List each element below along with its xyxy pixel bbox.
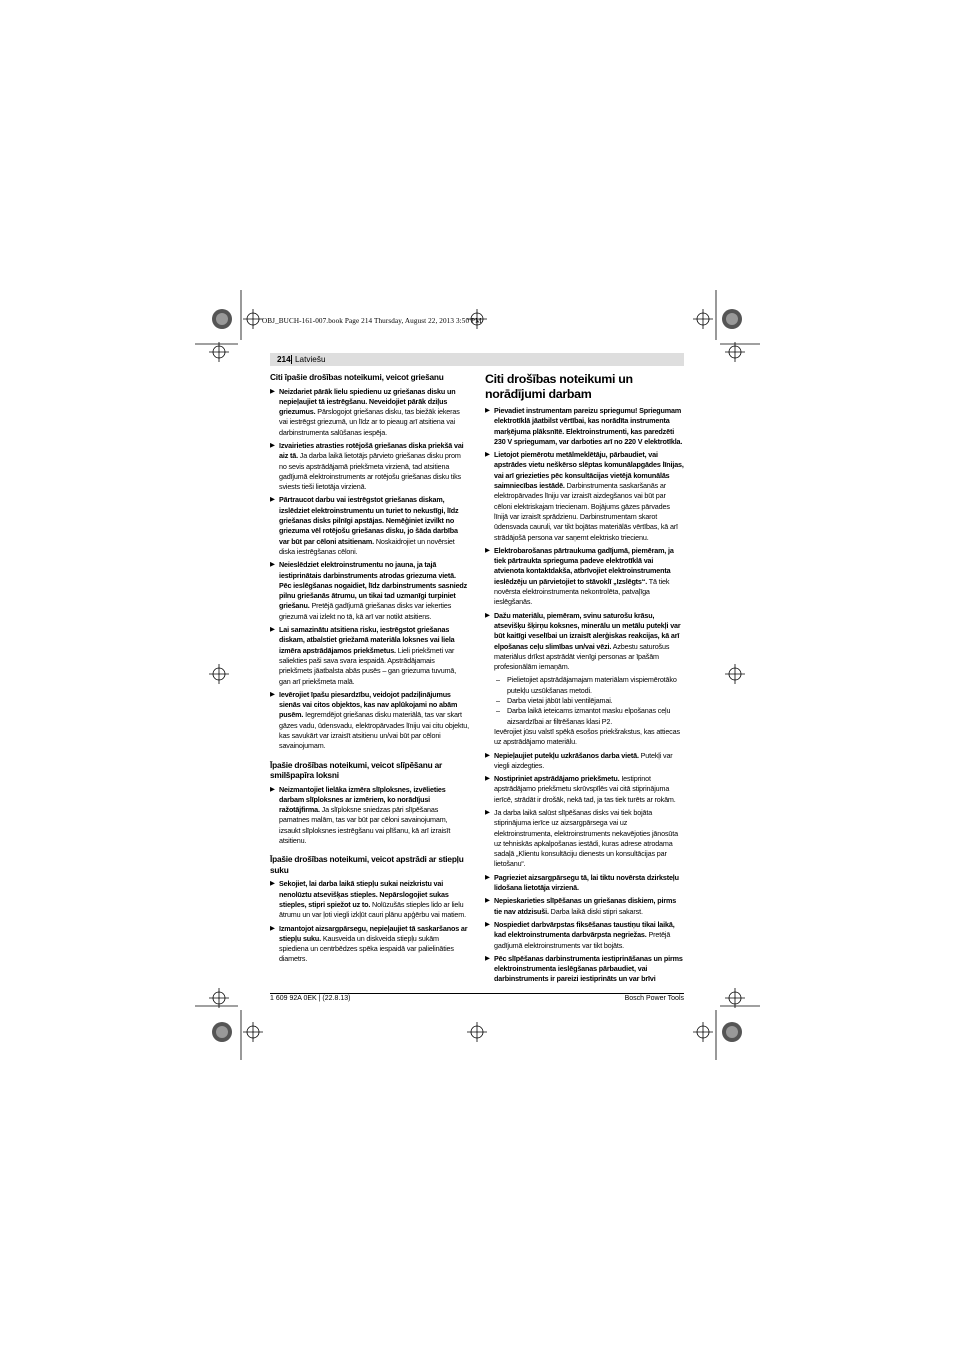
- section-title: Citi drošības noteikumi un norādījumi darbam: [485, 372, 633, 401]
- bullet-triangle-icon: ▶: [485, 808, 490, 816]
- bullet-bold-text: Izmantojot aizsargpārsegu, nepieļaujiet tā saskaršanos ar stiepļu suku.: [279, 923, 468, 943]
- bullet-text: Nolūzušās stieples lido ar lielu ātrumu un var ļoti viegli izkļūt cauri plānu apģērbu vai matiem.: [279, 899, 466, 920]
- bullet-item: [270, 690, 469, 752]
- bullet-bold-text: Dažu materiālu, piemēram, svinu saturošu krāsu, atsevišķu šķirņu koksnes, minerālu un metālu putekļi var būt kaitīgi veselībai un izraisīt alerģiskas reakcijas, kā arī elpošanas ceļu slimības un/vai vēzi.: [494, 610, 681, 651]
- bullet-item: [485, 808, 684, 870]
- dash-marker-icon: –: [496, 696, 500, 706]
- bullet-text: Ja darba laikā salūst slīpēšanas disks vai tiek bojāta stiprinājuma ierīce uz aizsargpārsega vai uz elektroinstrumenta, elektroinstruments nekavējoties jānosūta uz tehniskās apkalpošanas iestādi, kuras adrese atrodama sadaļā „Klientu konsultāciju dienests un konsultācijas par lietošanu“.: [494, 807, 678, 869]
- bullet-triangle-icon: ▶: [270, 880, 275, 888]
- bullet-item: [270, 387, 469, 438]
- bullet-item: [270, 495, 469, 557]
- dash-marker-icon: –: [496, 706, 500, 716]
- footer-doc-code: 1 609 92A 0EK | (22.8.13): [270, 995, 351, 1002]
- bullet-item: [485, 450, 684, 543]
- bullet-triangle-icon: ▶: [485, 611, 490, 619]
- bullet-bold-text: Izvairieties atrasties rotējošā griešanas diska priekšā vai aiz tā.: [279, 440, 464, 461]
- bullet-triangle-icon: ▶: [270, 924, 275, 932]
- section-heading: Citi īpašie drošības noteikumi, veicot griešanu: [270, 372, 444, 382]
- bullet-item: [270, 560, 469, 622]
- bullet-bold-text: Pārtraucot darbu vai iestrēgstot griešanas diskam, izslēdziet elektroinstrumentu un turiet to nekustīgi, līdz griešanas disks pilnīgi apstājas. Nemēģiniet izvilkt no griezuma vēl rotējošu griešanas disku, jo šāda darbība var būt par cēloni atsitienam.: [279, 495, 459, 546]
- bullet-item: [270, 924, 469, 965]
- bullet-text: Pretējā gadījumā griešanas disks var iekerties griezumā vai izlekt no tā, kā arī var notikt atsitiens.: [279, 601, 452, 621]
- bullet-bold-text: Sekojiet, lai darba laikā stiepļu sukai neizkristu vai nenolūztu atsevišķas stieples. Nepārslogojiet sukas stieples, stipri spiežot uz to.: [279, 879, 449, 909]
- bullet-triangle-icon: ▶: [485, 546, 490, 554]
- section-heading: Īpašie drošības noteikumi, veicot apstrādi ar stiepļu suku: [270, 854, 464, 875]
- bullet-item: [485, 920, 684, 951]
- bullet-triangle-icon: ▶: [270, 785, 275, 793]
- header-bar: [270, 353, 684, 366]
- dash-item: [485, 696, 684, 706]
- bullet-text: Putekļi var viegli aizdegties.: [494, 750, 673, 770]
- bullet-item: [485, 774, 684, 805]
- bullet-triangle-icon: ▶: [485, 897, 490, 905]
- bullet-triangle-icon: ▶: [270, 626, 275, 634]
- bullet-item: [485, 954, 684, 985]
- footer-rule: [270, 993, 684, 994]
- dash-text: Darba vietai jābūt labi ventilējamai.: [507, 696, 613, 706]
- bullet-item: [270, 625, 469, 687]
- bullet-text: Lieli priekšmeti var saliekties paši sava svara iespaidā. Apstrādājamais priekšmets jāatbalsta abās pusēs – gan griezuma tuvumā, gan arī priekšmeta malā.: [279, 645, 457, 686]
- page-number: 214: [277, 355, 291, 364]
- bullet-text: Ja slīploksne sniedzas pāri slīpēšanas pamatnes malām, tas var būt par cēloni savainojumam, izsaukt slīploksnes iestrēgšanu vai plīšanu, kā arī izraisīt atsitienu.: [279, 805, 451, 846]
- bullet-text: Ja darba laikā lietotājs pārvieto griešanas disku prom no sevis apstrādājamā priekšmeta virzienā, tad atsitiena gadījumā elektroinstruments ar rotējošu griešanas disku tiks sviests tieši lietotāja virzienā.: [279, 451, 461, 492]
- book-info-line: OBJ_BUCH-161-007.book Page 214 Thursday, August 22, 2013 3:50 PM: [262, 317, 482, 325]
- bullet-text: Azbestu saturošus materiālus drīkst apstrādāt vienīgi personas ar īpašām profesionālām iemaņām.: [494, 641, 670, 672]
- section-heading: Īpašie drošības noteikumi, veicot slīpēšanu ar smilšpapīra loksni: [270, 759, 443, 781]
- bullet-bold-text: Pēc slīpēšanas darbinstrumenta iestiprināšanas un pirms elektroinstrumenta ieslēgšanas pārbaudiet, vai darbinstruments ir pareizi iestiprināts un var brīvi: [494, 953, 683, 984]
- bullet-item: [270, 879, 469, 920]
- bullet-triangle-icon: ▶: [485, 775, 490, 783]
- bullet-item: [270, 441, 469, 492]
- bullet-triangle-icon: ▶: [485, 920, 490, 928]
- bullet-text: Darba laikā diski stipri sakarst.: [548, 906, 643, 916]
- bullet-triangle-icon: ▶: [270, 690, 275, 698]
- bullet-bold-text: Pagrieziet aizsargpārsegu tā, lai tiktu novērsta dzirksteļu lidošana lietotāja virzienā.: [494, 872, 679, 893]
- bullet-bold-text: Ievērojiet īpašu piesardzību, veidojot padziļinājumus sienās vai citos objektos, kas nav aplūkojami no abām pusēm.: [279, 689, 458, 720]
- paragraph: Ievērojiet jūsu valstī spēkā esošos priekšrakstus, kas attiecas uz apstrādājamo materiālu.: [494, 726, 680, 747]
- bullet-bold-text: Pievadiet instrumentam pareizu spriegumu! Spriegumam elektrotīklā jāatbilst vērtībai, kas norādīta instrumenta marķējuma plāksnītē. Elektroinstrumenti, kas paredzēti 230 V spriegumam, var darboties arī no 220 V elektrotīkla.: [494, 406, 683, 446]
- bullet-item: [485, 406, 684, 447]
- bullet-triangle-icon: ▶: [270, 561, 275, 569]
- bullet-item: [270, 785, 469, 847]
- bullet-text: Darbinstrumenta saskaršanās ar elektropārvades līniju var izraisīt aizdegšanos vai būt par cēloni elektriskajam triecienam. Bojājums gāzes pārvades līnijā var izraisīt sprādzienu. Darbinstrumentam skarot ūdensvada cauruli, var tikt bojātas materiālās vērtības, kā arī strādājošā persona var saņemt elektrisko triecienu.: [494, 481, 678, 542]
- bullet-triangle-icon: ▶: [485, 873, 490, 881]
- bullet-text: Tā tiek novērsta elektroinstrumenta nekontrolēta, patvaļīga ieslēgšanās.: [494, 576, 670, 607]
- bullet-bold-text: Nostipriniet apstrādājamo priekšmetu.: [494, 774, 620, 784]
- bullet-bold-text: Nepieskarieties slīpēšanas un griešanas diskiem, pirms tie nav atdzisuši.: [494, 896, 677, 916]
- bullet-bold-text: Neizmantojiet lielāka izmēra slīploksnes, izvēlieties darbam slīploksnes ar izmēriem, ko norādījusi ražotājfirma.: [279, 784, 446, 815]
- dash-item: [485, 706, 684, 727]
- bullet-triangle-icon: ▶: [485, 751, 490, 759]
- bullet-item: [485, 751, 684, 772]
- bullet-text: Pretējā gadījumā elektroinstruments var tikt bojāts.: [494, 930, 671, 950]
- bullet-text: Kausveida un diskveida stiepļu sukām spiediena un centrbēdzes spēka iespaidā var palielināties diametrs.: [279, 933, 454, 964]
- bullet-bold-text: Nospiediet darbvārpstas fiksēšanas taustiņu tikai laikā, kad elektroinstrumenta darbvārpsta negriežas.: [494, 919, 675, 940]
- dash-item: [485, 675, 684, 696]
- bullet-text: Iestiprinot apstrādājamo priekšmetu skrūvspīlēs vai citā stiprinājuma ierīcē, strādāt ir drošāk, nekā tad, ja tas tiek turēts ar rokām.: [494, 774, 676, 804]
- bullet-text: Noskaidrojiet un novērsiet diska iestrēgšanas cēloni.: [279, 536, 455, 556]
- bullet-bold-text: Elektrobarošanas pārtraukuma gadījumā, piemēram, ja tiek pārtraukta sprieguma padeve elektrotīklā vai atvienota kontaktdakša, atbrīvojiet elektroinstrumenta ieslēdzēju un pārvietojiet to stāvoklī „Izslēgts“.: [494, 545, 674, 586]
- bullet-triangle-icon: ▶: [485, 407, 490, 414]
- bullet-triangle-icon: ▶: [485, 954, 490, 962]
- bullet-bold-text: Neieslēdziet elektroinstrumentu no jauna, ja tajā iestiprinātais darbinstruments atrodas griezuma vietā. Pēc ieslēgšanas nogaidiet, līdz darbinstruments sasniedz pilnu griešanās ātrumu, un tikai tad uzmanīgi turpiniet griešanu.: [279, 560, 468, 611]
- bullet-item: [485, 873, 684, 894]
- bullet-triangle-icon: ▶: [270, 441, 275, 449]
- bullet-text: Pārslogojot griešanas disku, tas biežāk iekeras vai iestrēgst griezumā, un līdz ar to pieaug arī atsitiena vai darbinstrumenta salūšanas iespēja.: [279, 407, 460, 437]
- bullet-item: [485, 611, 684, 673]
- dash-text: Darba laikā ieteicams izmantot masku elpošanas ceļu aizsardzībai ar filtrēšanas klasi P2.: [507, 706, 671, 726]
- right-column: [485, 372, 684, 988]
- bullet-triangle-icon: ▶: [270, 496, 275, 504]
- bullet-bold-text: Nepieļaujiet putekļu uzkrāšanos darba vietā.: [494, 750, 639, 760]
- bullet-triangle-icon: ▶: [485, 451, 490, 459]
- bullet-item: [485, 546, 684, 608]
- dash-marker-icon: –: [496, 675, 500, 685]
- footer-brand: Bosch Power Tools: [624, 995, 684, 1002]
- bullet-text: Iegremdējot griešanas disku materiālā, tas var skart gāzes vadu, ūdensvadu, elektropārvades līniju vai citu objektu, kas savukārt var izraisīt atsitienu un/vai būt par cēloni savainojumam.: [279, 710, 469, 751]
- bullet-bold-text: Lietojot piemērotu metālmeklētāju, pārbaudiet, vai apstrādes vietu neškērso slēptas komunālapgādes līnijas, vai arī griezieties pēc konsultācijas vietējā komunālās saimniecības iestādē.: [494, 450, 684, 491]
- bullet-bold-text: Lai samazinātu atsitiena risku, iestrēgstot griešanas diskam, atbalstiet griežamā materiāla loksnes vai liela izmēra apstrādājamos priekšmetus.: [279, 625, 455, 655]
- left-column: [270, 372, 469, 968]
- bullet-item: [485, 896, 684, 917]
- bullet-triangle-icon: ▶: [270, 387, 275, 395]
- dash-text: Pielietojiet apstrādājamajam materiālam vispiemērotāko putekļu uzsūkšanas metodi.: [507, 675, 677, 695]
- language-label: Latviešu: [295, 355, 326, 364]
- bullet-bold-text: Neizdariet pārāk lielu spiedienu uz griešanas disku un nepieļaujiet tā iestrēgšanu. Neveidojiet pārāk dziļus griezumus.: [279, 386, 456, 417]
